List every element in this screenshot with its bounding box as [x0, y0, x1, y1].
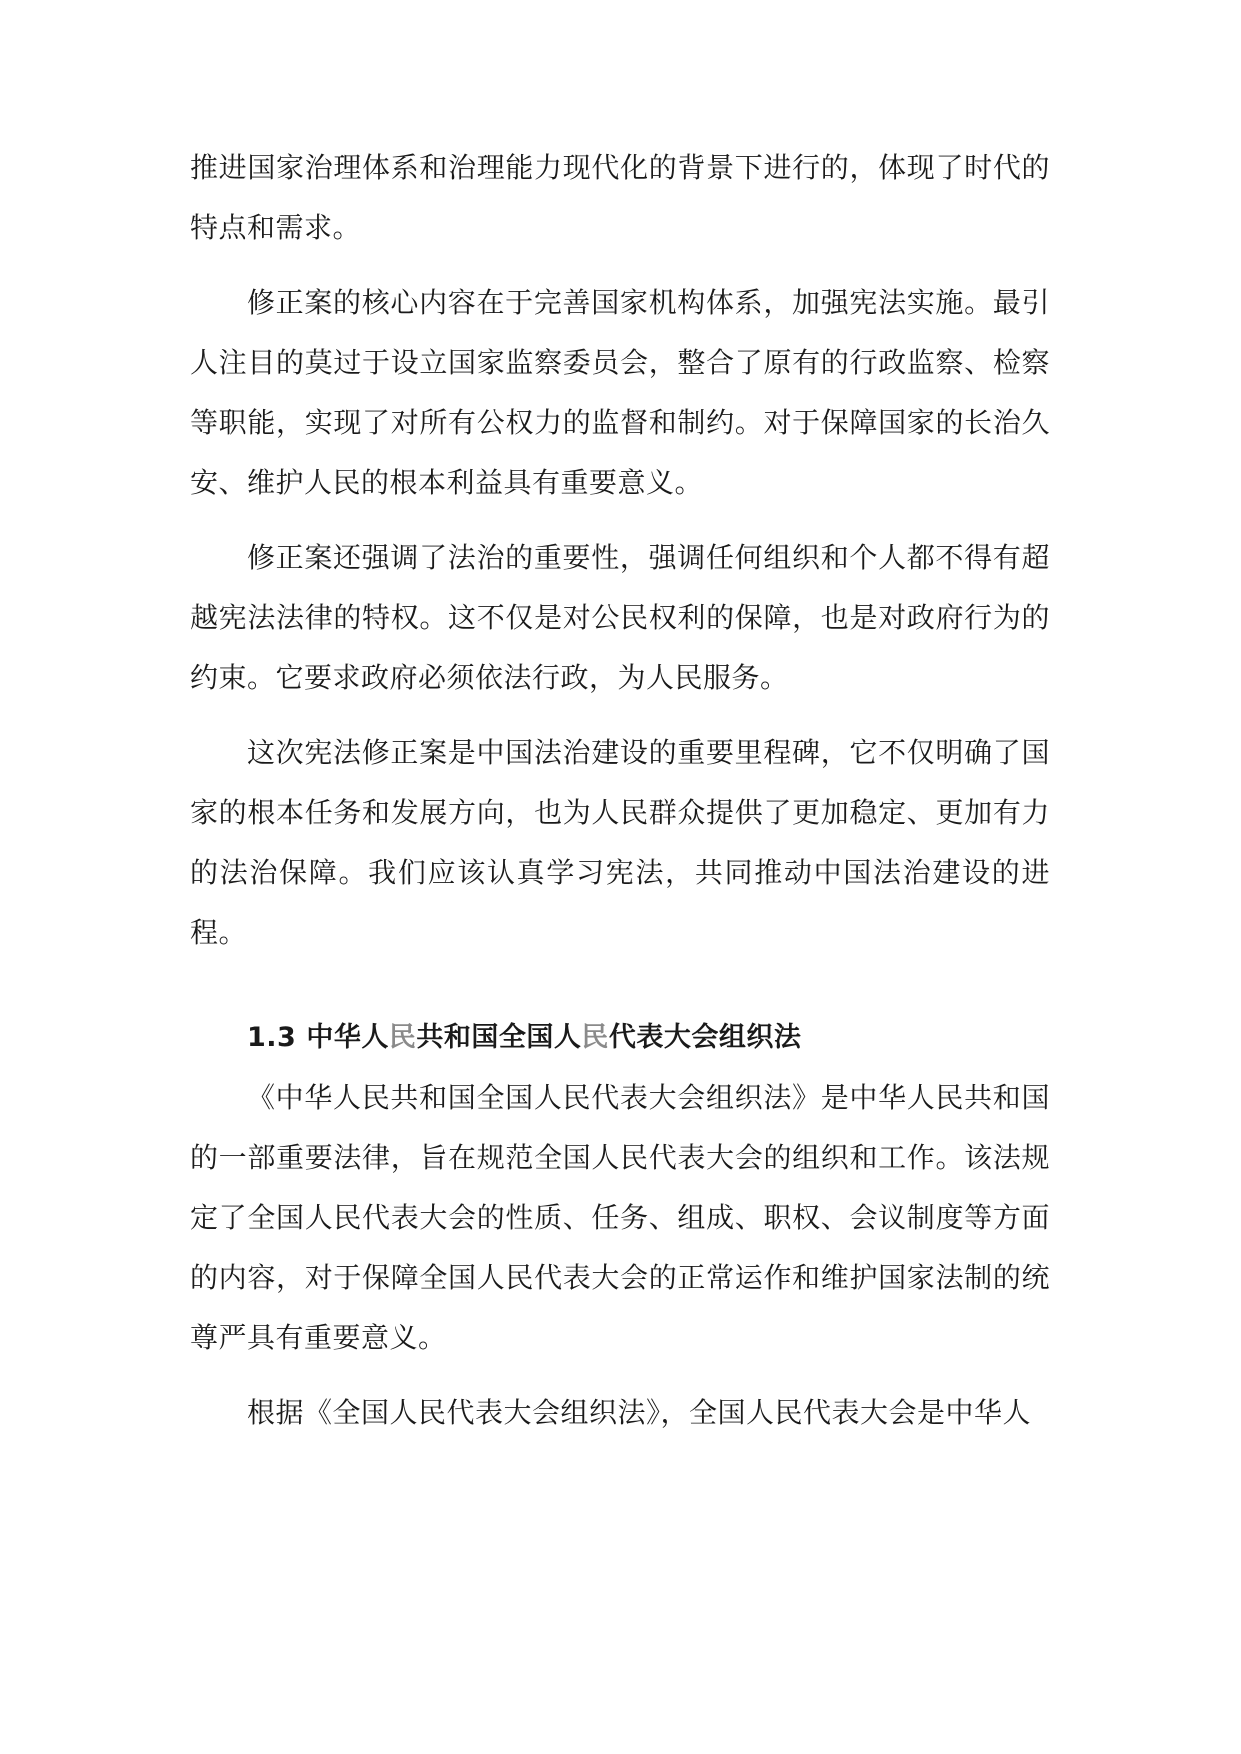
paragraph-rule-of-law: 修正案还强调了法治的重要性，强调任何组织和个人都不得有超越宪法法律的特权。这不仅是对公民权利的保障，也是对政府行为的约束。它要求政府必须依法行政，为人民服务。 [190, 541, 1050, 694]
section-number: 1.3 [247, 1022, 297, 1053]
paragraph-core-content: 修正案的核心内容在于完善国家机构体系，加强宪法实施。最引人注目的莫过于设立国家监察委员会，整合了原有的行政监察、检察等职能，实现了对所有公权力的监督和制约。对于保障国家的长治久安、维护人民的根本利益具有重要意义。 [190, 286, 1050, 499]
paragraph-continued: 推进国家治理体系和治理能力现代化的背景下进行的，体现了时代的特点和需求。 [190, 151, 1050, 244]
paragraph-organic-law-intro: 《中华人民共和国全国人民代表大会组织法》是中华人民共和国的一部重要法律，旨在规范全国人民代表大会的组织和工作。该法规定了全国人民代表大会的性质、任务、组成、职权、会议制度等方面的内容，对于保障全国人民代表大会的正常运作和维护国家法制的统尊严具有重要意义。 [190, 1081, 1050, 1354]
section-title-faint-char: 民 [388, 1022, 417, 1053]
section-title-faint-char: 民 [581, 1022, 609, 1053]
section-title-part: 代表大会组织法 [608, 1022, 802, 1053]
section-title-part: 中华人 [306, 1022, 389, 1053]
document-body [190, 138, 1050, 1443]
section-heading [190, 1008, 1050, 1068]
paragraph-organic-law-detail: 根据《全国人民代表大会组织法》，全国人民代表大会是中华人 [247, 1396, 1032, 1429]
section-title-part: 共和国全国人 [416, 1022, 582, 1053]
paragraph-milestone: 这次宪法修正案是中国法治建设的重要里程碑，它不仅明确了国家的根本任务和发展方向，也为人民群众提供了更加稳定、更加有力的法治保障。我们应该认真学习宪法，共同推动中国法治建设的进程。 [190, 736, 1050, 949]
